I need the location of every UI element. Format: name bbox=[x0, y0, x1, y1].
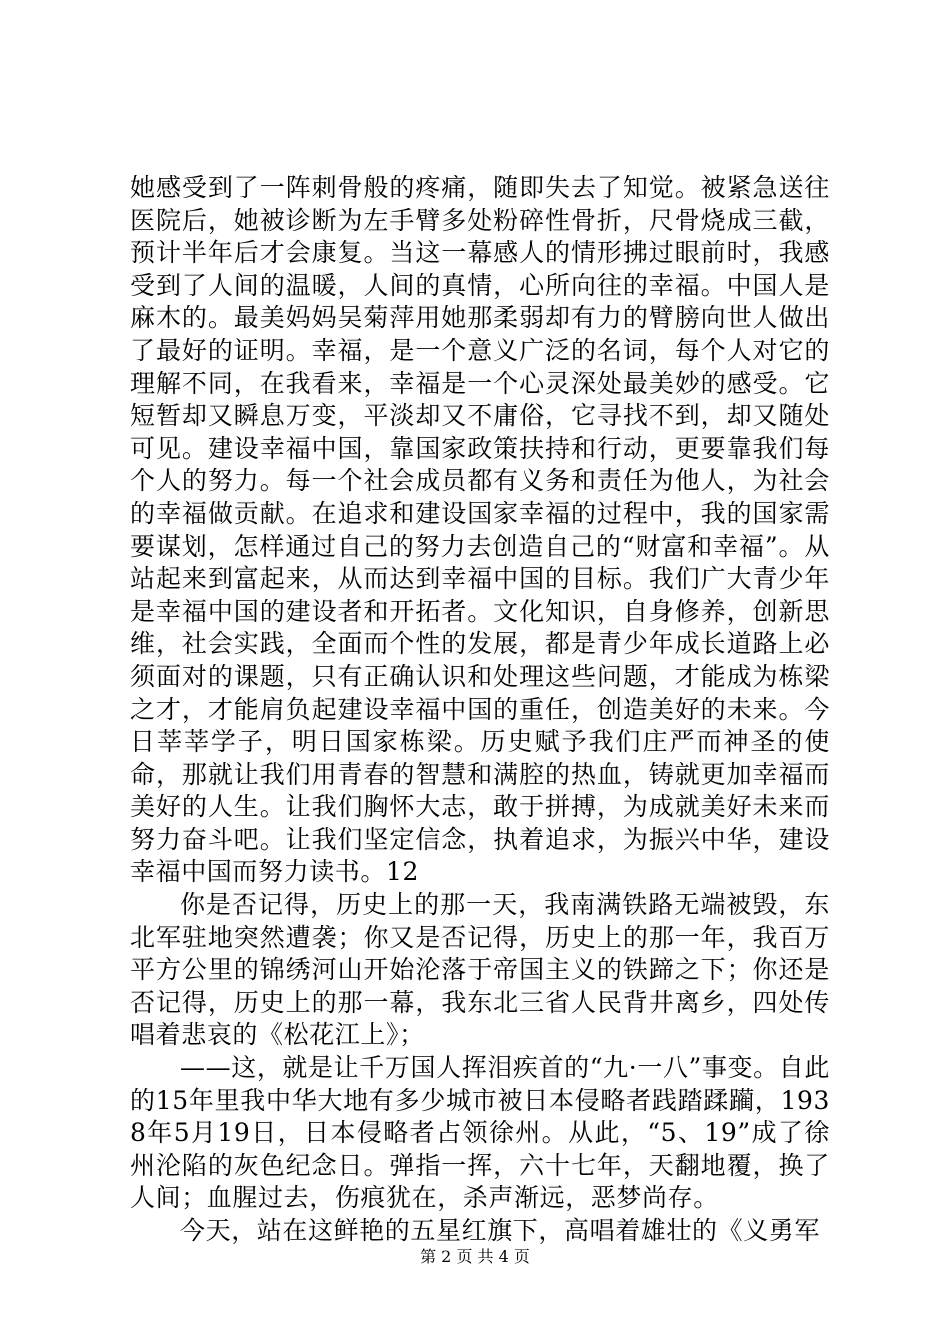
paragraph-3: ——这，就是让千万国人挥泪疾首的“九·一八”事变。自此的15年里我中华大地有多少城市被日本侵略者践踏蹂躏，1938年5月19日，日本侵略者占领徐州。从此，“5、19”成了徐州沦陷的灰色纪念日。弹指一挥，六十七年，天翻地覆，换了人间；血腥过去，伤痕犹在，杀声渐远，恶梦尚存。 bbox=[130, 1053, 830, 1213]
page-number-footer: 第 2 页 共 4 页 bbox=[420, 1247, 530, 1266]
document-body bbox=[130, 172, 830, 1248]
paragraph-4: 今天，站在这鲜艳的五星红旗下，高唱着雄壮的《义勇军 bbox=[180, 1216, 821, 1245]
paragraph-1: 她感受到了一阵刺骨般的疼痛，随即失去了知觉。被紧急送往医院后，她被诊断为左手臂多处粉碎性骨折，尺骨烧成三截，预计半年后才会康复。当这一幕感人的情形拂过眼前时，我感受到了人间的温暖，人间的真情，心所向往的幸福。中国人是麻木的。最美妈妈吴菊萍用她那柔弱却有力的臂膀向世人做出了最好的证明。幸福，是一个意义广泛的名词，每个人对它的理解不同，在我看来，幸福是一个心灵深处最美妙的感受。它短暂却又瞬息万变，平淡却又不庸俗，它寻找不到，却又随处可见。建设幸福中国，靠国家政策扶持和行动，更要靠我们每个人的努力。每一个社会成员都有义务和责任为他人，为社会的幸福做贡献。在追求和建设国家幸福的过程中，我的国家需要谋划，怎样通过自己的努力去创造自己的“财富和幸福”。从站起来到富起来，从而达到幸福中国的目标。我们广大青少年是幸福中国的建设者和开拓者。文化知识，自身修养，创新思维，社会实践，全面而个性的发展，都是青少年成长道路上必须面对的课题，只有正确认识和处理这些问题，才能成为栋梁之才，才能肩负起建设幸福中国的重任，创造美好的未来。今日莘莘学子，明日国家栋梁。历史赋予我们庄严而神圣的使命，那就让我们用青春的智慧和满腔的热血，铸就更加幸福而美好的人生。让我们胸怀大志，敢于拼搏，为成就美好未来而努力奋斗吧。让我们坚定信念，执着追求，为振兴中华，建设幸福中国而努力读书。12 bbox=[130, 173, 830, 887]
paragraph-2: 你是否记得，历史上的那一天，我南满铁路无端被毁，东北军驻地突然遭袭；你又是否记得，历史上的那一年，我百万平方公里的锦绣河山开始沦落于帝国主义的铁蹄之下；你还是否记得，历史上的那一幕，我东北三省人民背井离乡，四处传唱着悲哀的《松花江上》； bbox=[130, 890, 830, 1050]
